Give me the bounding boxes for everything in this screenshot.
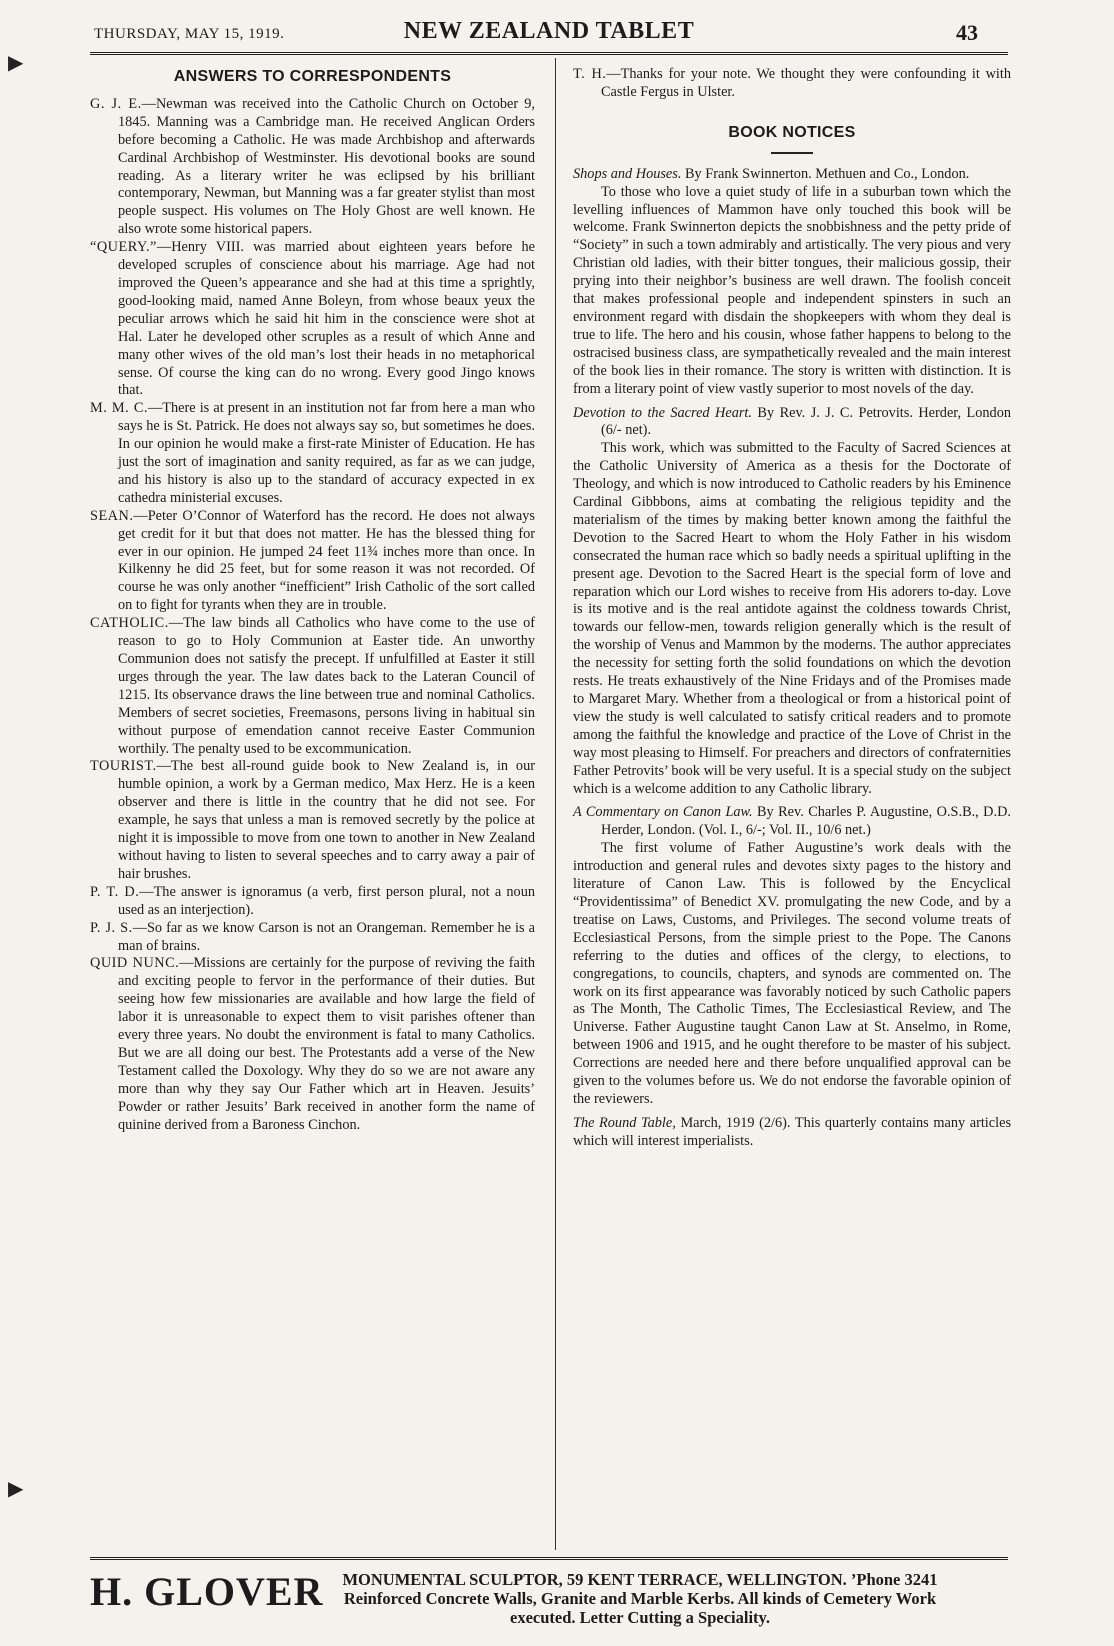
book-citation-text: By Frank Swinnerton. Methuen and Co., London. (681, 165, 970, 182)
book-review: The first volume of Father Augustine’s work deals with the introduction and general rules and devotes sixty pages to the history and literature of Canon Law. This is followed by the Encyclical “Providentissima” of Benedict XV. promulgating the new Code, and by a treatise on Laws, Customs, and Privileges. The second volume treats of Ecclesiastical Persons, from the simple priest to the Pope. The Canons referring to the duties and offices of the clergy, to elections, to congregations, to councils, chapters, and synods are commented on. The work on its first appearance was favorably noticed by such Catholic papers as The Month, The Catholic Times, The Ecclesiastical Review, and The Universe. Father Augustine taught Canon Law at St. Anselmo, in Rome, between 1906 and 1915, and he ought therefore to be master of his subject. Corrections are needed here and there before unqualified approval can be given to the volumes before us. We do not endorse the favorable opinion of the reviewers. (573, 840, 1011, 1107)
book-citation (573, 166, 1011, 184)
book-notice (573, 166, 1011, 399)
book-notice (573, 1115, 1011, 1151)
margin-mark: ▶ (8, 52, 24, 74)
page-number: 43 (956, 20, 978, 45)
book-title: The Round Table, (573, 1114, 676, 1131)
footer-rule (90, 1557, 1008, 1560)
book-notice (573, 804, 1011, 1108)
title-rule (771, 152, 813, 154)
entry-head: SEAN. (90, 507, 134, 524)
entry-text: —Thanks for your note. We thought they were confounding it with Castle Fergus in Ulster. (601, 66, 1011, 100)
answer-entry (90, 508, 535, 615)
entry-text: —Missions are certainly for the purpose of reviving the faith and exciting people to fervor in the performance of their duties. But seeing how few missionaries are available and how large the field of labor it is unreasonable to expect them to visit parishes oftener than every three years. No doubt the environment is fatal to many Catholics. But we are all doing our best. The Protestants add a verse of the New Testament called the Doxology. Why they do so we are not aware any more than why they say Our Father which art in Heaven. Jesuits’ Powder or rather Jesuits’ Bark received in another form the name of quinine derived from a Baroness Cinchon. (118, 955, 535, 1133)
answer-entry (90, 884, 535, 920)
header-date: THURSDAY, MAY 15, 1919. (94, 26, 285, 42)
entry-text: —The best all-round guide book to New Zealand is, in our humble opinion, a work by a German medico, Max Herz. He is a keen observer and there is little in the country that he did not see. For example, he says that unless a man is removed secretly by the police at night it is impossible to move from one town to another in New Zealand without having to listen to several speeches and to carry away a pair of hair brushes. (118, 758, 535, 882)
entry-text: —There is at present in an institution not far from here a man who says he is St. Patrick. He does not always say so, but sometimes he does. In our opinion he would make a first-rate Minister of Education. He has just the sort of imagination and sanity required, as far as we can judge, and his history is also up to the standard of accuracy expected in ex cathedra ministerial excuses. (118, 400, 535, 506)
book-notice (573, 405, 1011, 799)
answer-entry (90, 615, 535, 758)
entry-head: CATHOLIC. (90, 615, 169, 632)
page-header (90, 18, 1008, 48)
ad-line: executed. Letter Cutting a Speciality. (510, 1608, 770, 1627)
book-citation (573, 405, 1011, 441)
header-title: NEW ZEALAND TABLET (403, 18, 695, 44)
entry-text: —The law binds all Catholics who have come to the use of reason to go to Holy Communion at Easter tide. An unworthy Communion does not satisfy the precept. If unfulfilled at Easter it still urges through the year. The law dates back to the Lateran Council of 1215. Its observance draws the line between true and nominal Catholics. Members of secret societies, Freemasons, persons living in habitual sin without purpose of emendation cannot receive Easter Communion worthily. The penalty used to be excommunication. (118, 615, 535, 757)
book-title: Shops and Houses. (573, 165, 682, 182)
ad-line: Reinforced Concrete Walls, Granite and Marble Kerbs. All kinds of Cemetery Work (343, 1589, 937, 1608)
book-notices-title: BOOK NOTICES (728, 123, 856, 141)
margin-mark: ▶ (8, 1478, 24, 1500)
entry-head: G. J. E. (90, 95, 142, 112)
advertisement (90, 1566, 1008, 1636)
entry-head: TOURIST. (90, 758, 157, 775)
answer-entry (90, 955, 535, 1134)
entry-head: QUID NUNC. (90, 955, 180, 972)
book-citation-text: March, 1919 (2/6). This quarterly contains many articles which will interest imperialists. (573, 1114, 1012, 1149)
answer-entry (90, 239, 535, 400)
entry-head: T. H. (573, 66, 607, 82)
entry-text: —The answer is ignoramus (a verb, first person plural, not a noun used as an interjection). (118, 883, 535, 918)
answer-entry (90, 920, 535, 956)
entry-text: —Peter O’Connor of Waterford has the record. He does not always get credit for it but that does not matter. He has the blessed thing for ever in our opinion. He jumped 24 feet 11¾ inches more than once. In Kilkenny he did 25 feet, but for some reason it was not recorded. Of course he was only another “inefficient” Irish Catholic of the sort called on to fight for tyrants when they are in trouble. (118, 507, 535, 614)
book-review: To those who love a quiet study of life in a suburban town which the levelling influences of Mammon have only touched this book will be welcome. Frank Swinnerton depicts the snobbishness and the petty pride of “Society” in such a town admirably and artistically. The very pious and very Christian old ladies, with their bitter tongues, their malicious gossip, their prying into their neighbor’s business are well drawn. The foolish conceit that makes professional people and independent spinsters in such an environment regard with disdain the shopkeepers with whom they deal is true to life. The hero and his cousin, whose father happens to belong to the ostracised business class, are sympathetically revealed and the main interest of the book lies in their romance. The story is written with distinction. It is from a literary point of view vastly superior to most novels of the day. (573, 183, 1011, 397)
left-column (90, 66, 535, 1134)
ad-line: MONUMENTAL SCULPTOR, 59 KENT TERRACE, WELLINGTON. ’Phone 3241 (342, 1570, 938, 1589)
book-review: This work, which was submitted to the Faculty of Sacred Sciences at the Catholic University of America as a thesis for the Doctorate of Theology, and which is now introduced to Catholic readers by his Eminence Cardinal Gibbbons, aims at combating the religious tepidity and the materialism of the times by making better known among the faithful the Devotion to the Sacred Heart to whom the Holy Father in his wisdom consecrated the human race which so badly needs a spiritual uplifting in the present age. Devotion to the Sacred Heart is the special form of love and reparation which our Lord wishes to receive from His adorers to-day. Love is its motive and is the real antidote against the coldness towards Christ, towards our fellow-men, towards religion generally which is the result of the worship of Venus and Mammon by the moderns. The author appreciates the necessity for setting forth the solid foundations on which the devotion rests. He treats exhaustively of the Nine Fridays and of the Promises made to Margaret Mary. Whether from a theological or from a historical point of view the study is well calculated to satisfy critical readers and to promote among the faithful the knowledge and practice of the Love of Christ in the way most pleasing to Himself. For preachers and directors of confraternities Father Petrovits’ book will be very useful. It is a special study on the subject which is a welcome addition to any Catholic library. (573, 440, 1011, 797)
answer-entry (90, 758, 535, 883)
entry-head: P. T. D. (90, 883, 140, 900)
entry-text: —Henry VIII. was married about eighteen years before he developed scruples of conscience about his marriage. Age had not improved the Queen’s appearance and she had at this time a sprightly, good-looking maid, named Anne Boleyn, from whose beaux yeux the peculiar arrows which he said hit him in the conscience were shot at Hal. Later he developed other scruples as a result of which Anne and many other wives of the old man’s lost their heads in no metaphorical sense. Of course the king can do no wrong. Every good Jingo knows that. (118, 239, 535, 399)
header-rule (90, 52, 1008, 55)
book-citation-text: By Rev. J. J. C. Petrovits. Herder, London (6/- net). (601, 404, 1011, 439)
entry-head: “QUERY.” (90, 239, 157, 256)
entry-head: P. J. S. (90, 919, 133, 936)
advertiser-name: H. GLOVER (90, 1569, 324, 1614)
book-citation (573, 804, 1011, 840)
column-divider (555, 58, 556, 1550)
right-column (573, 66, 1011, 1151)
entry-head: M. M. C. (90, 400, 148, 417)
answers-title: ANSWERS TO CORRESPONDENTS (173, 68, 452, 85)
book-citation-text: By Rev. Charles P. Augustine, O.S.B., D.D. Herder, London. (Vol. I., 6/-; Vol. II., 10/6 net.) (601, 804, 1011, 839)
entry-text: —Newman was received into the Catholic Church on October 9, 1845. Manning was a Cambridge man. He received Anglican Orders before becoming a Catholic. He was made Archbishop and afterwards Cardinal Archbishop of Westminster. His devotional books are sound reading. As a literary writer he was eclipsed by his brilliant contemporary, Newman, but Manning was a far greater stylist than most people suspect. His volumes on The Holy Ghost are well known. He also wrote some historical papers. (118, 95, 535, 238)
book-citation (573, 1115, 1011, 1151)
answer-entry (90, 400, 535, 507)
entry-text: —So far as we know Carson is not an Orangeman. Remember he is a man of brains. (118, 919, 535, 954)
advertisement-text (270, 1570, 1010, 1627)
book-title: Devotion to the Sacred Heart. (573, 404, 752, 421)
book-title: A Commentary on Canon Law. (573, 804, 753, 821)
answer-entry (573, 66, 1011, 102)
answer-entry (90, 96, 535, 239)
